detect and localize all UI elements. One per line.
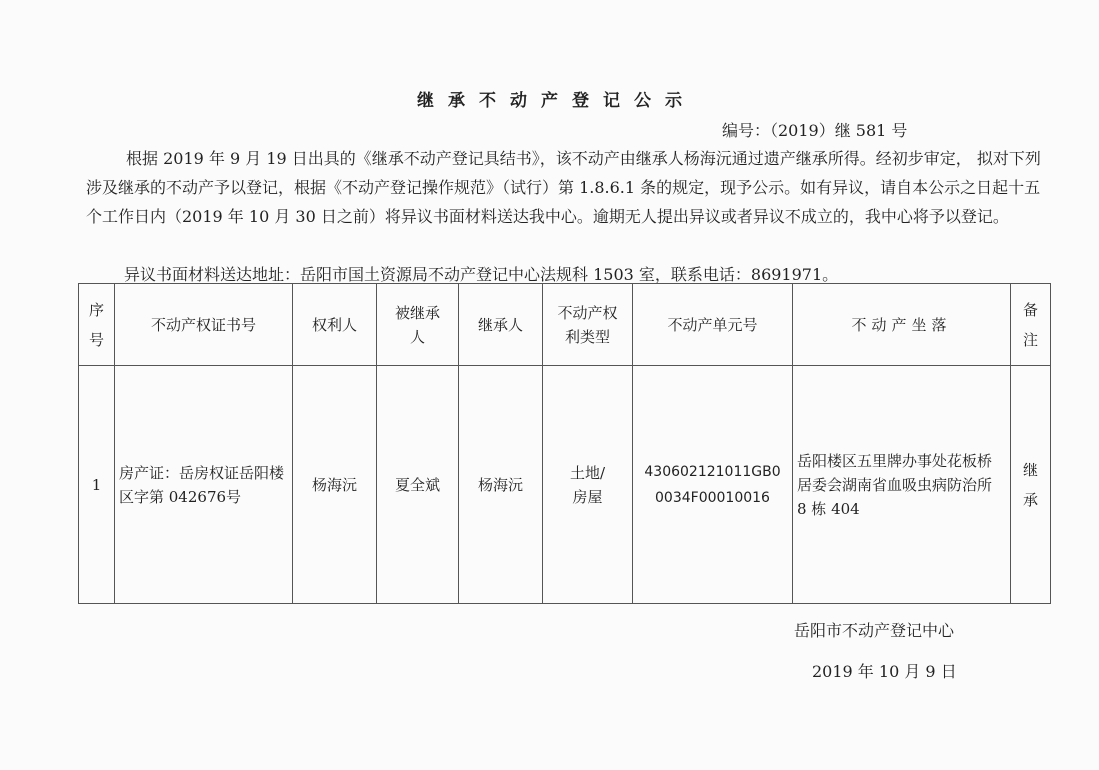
cell-cert: 房产证：岳房权证岳阳楼区字第 042676号 [115,366,293,604]
header-location: 不动产坐落 [793,284,1011,366]
document-number: 编号：（2019）继 581 号 [722,121,908,140]
table-row [79,366,1051,604]
header-unit: 不动产单元号 [633,284,793,366]
cell-decedent: 夏全斌 [377,366,459,604]
cell-heir: 杨海沅 [459,366,543,604]
cell-unit: 430602121011GB00034F00010016 [633,366,793,604]
header-holder: 权利人 [293,284,377,366]
header-type: 不动产权利类型 [543,284,633,366]
table-header-row [79,284,1051,366]
cell-type: 土地/房屋 [543,366,633,604]
notice-title: 继承不动产登记公示 [417,91,696,111]
cell-remark: 继承 [1011,366,1051,604]
header-seq: 序号 [79,284,115,366]
notice-body: 根据 2019 年 9 月 19 日出具的《继承不动产登记具结书》，该不动产由继承人杨海沅通过遗产继承所得。经初步审定， 拟对下列涉及继承的不动产予以登记，根据《不动产登记操作规范》（试行）第 1.8.6.1 条的规定，现予公示。如有异议，请自本公示之日起十五个工作日内（2019 年 10 月 30 日之前）将异议书面材料送达我中心。逾期无人提出异议或者异议不成立的，我中心将予以登记。 [86,149,1041,226]
objection-address: 异议书面材料送达地址：岳阳市国土资源局不动产登记中心法规科 1503 室，联系电话：8691971。 [124,265,839,284]
header-heir: 继承人 [459,284,543,366]
cell-holder: 杨海沅 [293,366,377,604]
header-remark: 备注 [1011,284,1051,366]
cell-seq: 1 [79,366,115,604]
issuer-signature: 岳阳市不动产登记中心 [794,621,955,640]
issue-date: 2019 年 10 月 9 日 [812,662,957,681]
header-decedent: 被继承人 [377,284,459,366]
property-table [78,283,1051,604]
cell-location: 岳阳楼区五里牌办事处花板桥居委会湖南省血吸虫病防治所 8 栋 404 [793,366,1011,604]
header-cert: 不动产权证书号 [115,284,293,366]
